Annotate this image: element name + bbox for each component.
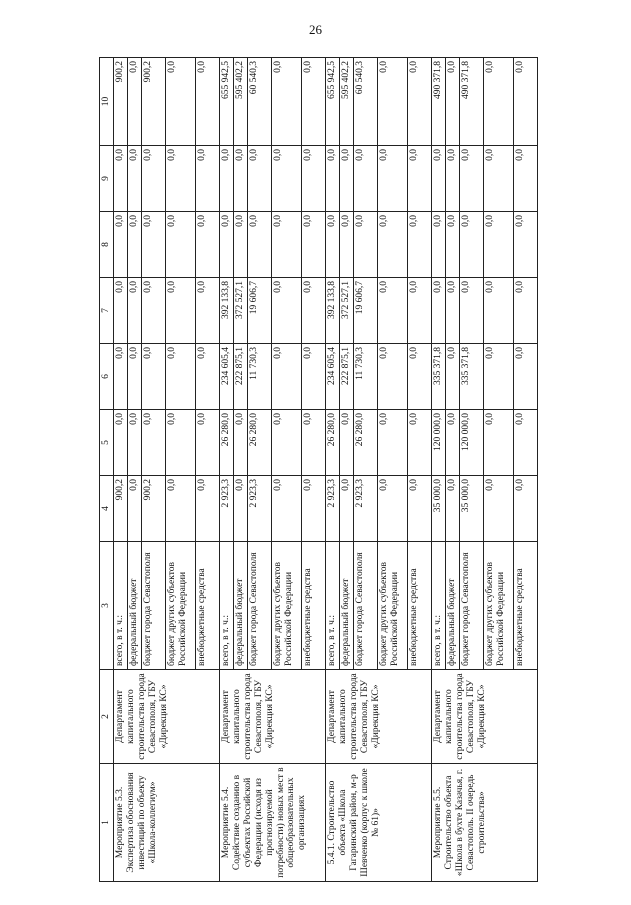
amount-cell: 0,0	[113, 212, 127, 278]
amount-cell: 0,0	[195, 410, 219, 476]
amount-cell: 900,2	[113, 476, 127, 542]
amount-cell: 0,0	[483, 344, 513, 410]
funding-source-cell: всего, в т. ч.:	[113, 542, 127, 670]
funding-source-cell: внебюджетные средства	[301, 542, 325, 670]
amount-cell: 0,0	[301, 278, 325, 344]
amount-cell: 0,0	[445, 344, 459, 410]
amount-cell: 0,0	[513, 58, 537, 146]
column-header: 5	[100, 410, 114, 476]
funding-table	[99, 57, 538, 882]
amount-cell: 0,0	[483, 146, 513, 212]
table-row	[325, 58, 339, 882]
funding-source-cell: всего, в т. ч.:	[431, 542, 445, 670]
amount-cell: 0,0	[301, 410, 325, 476]
amount-cell: 0,0	[325, 212, 339, 278]
amount-cell: 0,0	[301, 212, 325, 278]
amount-cell: 655 942,5	[325, 58, 339, 146]
amount-cell: 0,0	[271, 278, 301, 344]
column-header: 6	[100, 344, 114, 410]
amount-cell: 0,0	[165, 146, 195, 212]
amount-cell: 234 605,4	[325, 344, 339, 410]
amount-cell: 0,0	[271, 410, 301, 476]
amount-cell: 0,0	[513, 344, 537, 410]
executor-cell: Департамент капитального строительства города Севастополя, ГБУ «Дирекция КС»	[113, 670, 219, 764]
amount-cell: 0,0	[195, 212, 219, 278]
amount-cell: 490 371,8	[459, 58, 483, 146]
amount-cell: 0,0	[353, 146, 377, 212]
amount-cell: 19 606,7	[353, 278, 377, 344]
amount-cell: 900,2	[113, 58, 127, 146]
amount-cell: 0,0	[271, 476, 301, 542]
executor-cell: Департамент капитального строительства города Севастополя, ГБУ «Дирекция КС»	[431, 670, 537, 764]
funding-source-cell: бюджет города Севастополя	[353, 542, 377, 670]
amount-cell: 900,2	[141, 476, 165, 542]
amount-cell: 0,0	[127, 344, 141, 410]
amount-cell: 0,0	[377, 476, 407, 542]
amount-cell: 0,0	[141, 146, 165, 212]
amount-cell: 0,0	[165, 410, 195, 476]
amount-cell: 0,0	[377, 344, 407, 410]
amount-cell: 0,0	[233, 146, 247, 212]
amount-cell: 392 133,8	[219, 278, 233, 344]
amount-cell: 0,0	[195, 58, 219, 146]
funding-source-cell: федеральный бюджет	[127, 542, 141, 670]
funding-source-cell: бюджет города Севастополя	[141, 542, 165, 670]
amount-cell: 392 133,8	[325, 278, 339, 344]
column-header: 8	[100, 212, 114, 278]
amount-cell: 0,0	[127, 410, 141, 476]
funding-source-cell: внебюджетные средства	[513, 542, 537, 670]
funding-source-cell: всего, в т. ч.:	[325, 542, 339, 670]
amount-cell: 19 606,7	[247, 278, 271, 344]
funding-source-cell: федеральный бюджет	[445, 542, 459, 670]
amount-cell: 26 280,0	[219, 410, 233, 476]
funding-source-cell: бюджет других субъектов Российской Федерации	[483, 542, 513, 670]
funding-source-cell: бюджет других субъектов Российской Федерации	[377, 542, 407, 670]
amount-cell: 0,0	[431, 278, 445, 344]
amount-cell: 2 923,3	[353, 476, 377, 542]
amount-cell: 0,0	[339, 146, 353, 212]
amount-cell: 0,0	[513, 410, 537, 476]
event-name-cell: Мероприятие 5.5. Строительство объекта «Школа в бухте Казачья, г. Севастополь. II очередь строительства»	[431, 764, 537, 882]
amount-cell: 0,0	[483, 58, 513, 146]
amount-cell: 2 923,3	[247, 476, 271, 542]
funding-source-cell: всего, в т. ч.:	[219, 542, 233, 670]
amount-cell: 0,0	[141, 278, 165, 344]
page-number: 26	[309, 22, 322, 37]
funding-source-cell: бюджет других субъектов Российской Федерации	[271, 542, 301, 670]
amount-cell: 0,0	[233, 476, 247, 542]
amount-cell: 0,0	[301, 146, 325, 212]
funding-source-cell: бюджет других субъектов Российской Федерации	[165, 542, 195, 670]
funding-source-cell: внебюджетные средства	[195, 542, 219, 670]
amount-cell: 372 527,1	[233, 278, 247, 344]
amount-cell: 0,0	[339, 410, 353, 476]
amount-cell: 0,0	[483, 410, 513, 476]
amount-cell: 222 875,1	[339, 344, 353, 410]
amount-cell: 595 402,2	[233, 58, 247, 146]
amount-cell: 335 371,8	[431, 344, 445, 410]
amount-cell: 0,0	[513, 278, 537, 344]
amount-cell: 0,0	[377, 278, 407, 344]
amount-cell: 120 000,0	[459, 410, 483, 476]
amount-cell: 0,0	[377, 58, 407, 146]
amount-cell: 35 000,0	[431, 476, 445, 542]
amount-cell: 11 730,3	[353, 344, 377, 410]
amount-cell: 0,0	[127, 476, 141, 542]
amount-cell: 2 923,3	[219, 476, 233, 542]
amount-cell: 0,0	[301, 476, 325, 542]
amount-cell: 0,0	[113, 410, 127, 476]
amount-cell: 0,0	[195, 146, 219, 212]
amount-cell: 0,0	[353, 212, 377, 278]
amount-cell: 0,0	[219, 146, 233, 212]
amount-cell: 0,0	[195, 344, 219, 410]
amount-cell: 372 527,1	[339, 278, 353, 344]
amount-cell: 11 730,3	[247, 344, 271, 410]
amount-cell: 0,0	[141, 410, 165, 476]
amount-cell: 26 280,0	[325, 410, 339, 476]
amount-cell: 26 280,0	[353, 410, 377, 476]
amount-cell: 335 371,8	[459, 344, 483, 410]
amount-cell: 0,0	[271, 212, 301, 278]
amount-cell: 0,0	[127, 146, 141, 212]
amount-cell: 0,0	[445, 212, 459, 278]
amount-cell: 120 000,0	[431, 410, 445, 476]
amount-cell: 0,0	[339, 476, 353, 542]
amount-cell: 0,0	[445, 476, 459, 542]
amount-cell: 0,0	[127, 212, 141, 278]
amount-cell: 0,0	[407, 344, 431, 410]
executor-cell: Департамент капитального строительства города Севастополя, ГБУ «Дирекция КС»	[325, 670, 431, 764]
table-row	[431, 58, 445, 882]
amount-cell: 222 875,1	[233, 344, 247, 410]
amount-cell: 0,0	[445, 278, 459, 344]
table-row	[219, 58, 233, 882]
column-header: 10	[100, 58, 114, 146]
amount-cell: 0,0	[483, 278, 513, 344]
amount-cell: 0,0	[407, 410, 431, 476]
amount-cell: 60 540,3	[247, 58, 271, 146]
event-name-cell: Мероприятие 5.4. Содействие созданию в субъектах Российской Федерации (исходя из прогнозируемой потребности) новых мест в общеобразовательных организациях	[219, 764, 325, 882]
amount-cell: 0,0	[141, 344, 165, 410]
funding-source-cell: федеральный бюджет	[233, 542, 247, 670]
amount-cell: 0,0	[165, 476, 195, 542]
amount-cell: 0,0	[445, 410, 459, 476]
amount-cell: 0,0	[431, 212, 445, 278]
column-header: 7	[100, 278, 114, 344]
amount-cell: 60 540,3	[353, 58, 377, 146]
rotated-table-container	[99, 62, 559, 882]
amount-cell: 0,0	[141, 212, 165, 278]
funding-source-cell: федеральный бюджет	[339, 542, 353, 670]
amount-cell: 0,0	[407, 278, 431, 344]
amount-cell: 0,0	[407, 146, 431, 212]
column-header: 2	[100, 670, 114, 764]
amount-cell: 0,0	[127, 58, 141, 146]
amount-cell: 0,0	[445, 146, 459, 212]
amount-cell: 2 923,3	[325, 476, 339, 542]
table-row	[113, 58, 127, 882]
amount-cell: 0,0	[247, 212, 271, 278]
amount-cell: 0,0	[127, 278, 141, 344]
amount-cell: 0,0	[165, 58, 195, 146]
column-header: 1	[100, 764, 114, 882]
amount-cell: 655 942,5	[219, 58, 233, 146]
amount-cell: 0,0	[377, 146, 407, 212]
amount-cell: 0,0	[339, 212, 353, 278]
amount-cell: 0,0	[459, 278, 483, 344]
amount-cell: 0,0	[195, 476, 219, 542]
table-body	[113, 58, 537, 882]
amount-cell: 490 371,8	[431, 58, 445, 146]
amount-cell: 0,0	[271, 58, 301, 146]
amount-cell: 0,0	[233, 212, 247, 278]
amount-cell: 0,0	[233, 410, 247, 476]
column-number-row	[100, 58, 114, 882]
amount-cell: 0,0	[459, 212, 483, 278]
amount-cell: 35 000,0	[459, 476, 483, 542]
executor-cell: Департамент капитального строительства города Севастополя, ГБУ «Дирекция КС»	[219, 670, 325, 764]
funding-source-cell: внебюджетные средства	[407, 542, 431, 670]
amount-cell: 0,0	[165, 344, 195, 410]
amount-cell: 0,0	[483, 476, 513, 542]
amount-cell: 234 605,4	[219, 344, 233, 410]
amount-cell: 0,0	[513, 146, 537, 212]
amount-cell: 0,0	[325, 146, 339, 212]
amount-cell: 0,0	[271, 344, 301, 410]
amount-cell: 0,0	[407, 58, 431, 146]
amount-cell: 0,0	[301, 58, 325, 146]
amount-cell: 0,0	[113, 278, 127, 344]
amount-cell: 0,0	[513, 476, 537, 542]
column-header: 4	[100, 476, 114, 542]
event-name-cell: Мероприятие 5.3. Экспертиза обоснования инвестиций по объекту «Школа-коллегиум»	[113, 764, 219, 882]
amount-cell: 0,0	[407, 212, 431, 278]
amount-cell: 0,0	[165, 278, 195, 344]
amount-cell: 0,0	[459, 146, 483, 212]
amount-cell: 900,2	[141, 58, 165, 146]
amount-cell: 595 402,2	[339, 58, 353, 146]
amount-cell: 0,0	[301, 344, 325, 410]
amount-cell: 0,0	[195, 278, 219, 344]
amount-cell: 0,0	[483, 212, 513, 278]
funding-source-cell: бюджет города Севастополя	[247, 542, 271, 670]
amount-cell: 0,0	[431, 146, 445, 212]
amount-cell: 0,0	[377, 410, 407, 476]
amount-cell: 26 280,0	[247, 410, 271, 476]
amount-cell: 0,0	[113, 146, 127, 212]
amount-cell: 0,0	[247, 146, 271, 212]
funding-source-cell: бюджет города Севастополя	[459, 542, 483, 670]
amount-cell: 0,0	[271, 146, 301, 212]
column-header: 9	[100, 146, 114, 212]
amount-cell: 0,0	[513, 212, 537, 278]
amount-cell: 0,0	[377, 212, 407, 278]
amount-cell: 0,0	[113, 344, 127, 410]
amount-cell: 0,0	[445, 58, 459, 146]
event-name-cell: 5.4.1. Строительство объекта «Школа Гагаринский район, м-р Шевченко (корпус к школе № 61)»	[325, 764, 431, 882]
amount-cell: 0,0	[219, 212, 233, 278]
amount-cell: 0,0	[165, 212, 195, 278]
amount-cell: 0,0	[407, 476, 431, 542]
column-header: 3	[100, 542, 114, 670]
